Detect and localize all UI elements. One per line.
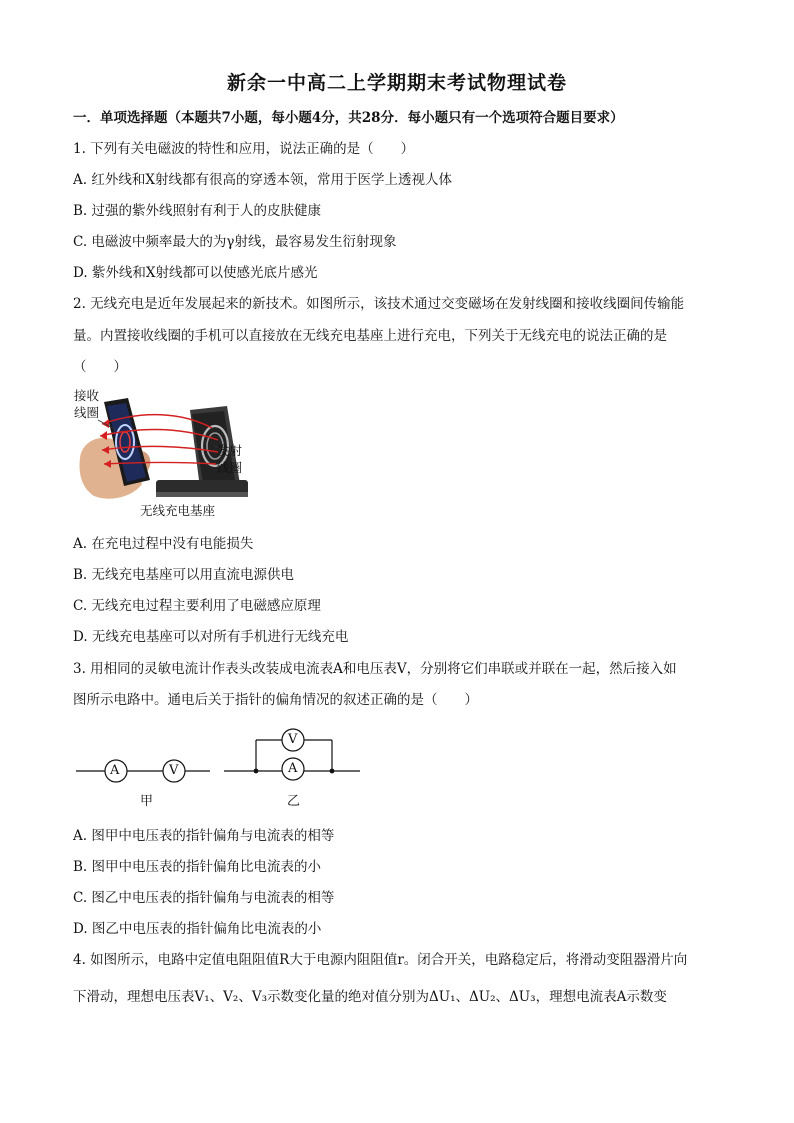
parallel-voltmeter-symbol: V (288, 732, 298, 747)
circuit-caption-jia: 甲 (140, 794, 154, 809)
q1-stem: 1. 下列有关电磁波的特性和应用，说法正确的是（ ） (73, 141, 415, 157)
q1-option-b: B. 过强的紫外线照射有利于人的皮肤健康 (73, 203, 322, 219)
circuit-series (76, 760, 210, 782)
series-ammeter-symbol: A (110, 763, 120, 778)
page-title: 新余一中高二上学期期末考试物理试卷 (226, 72, 567, 94)
q3-option-b: B. 图甲中电压表的指针偏角比电流表的小 (73, 859, 322, 875)
section-heading: 一．单项选择题（本题共7小题，每小题4分，共28分．每小题只有一个选项符合题目要求） (73, 110, 624, 126)
q3-stem-line-2: 图所示电路中。通电后关于指针的偏角情况的叙述正确的是（ ） (73, 692, 478, 708)
transmit-coil-label-1: 发射 (217, 443, 243, 458)
q2-option-c: C. 无线充电过程主要利用了电磁感应原理 (73, 598, 321, 614)
parallel-ammeter-symbol: A (288, 761, 298, 776)
q2-stem-line-3: （ ） (73, 359, 127, 375)
q4-stem-line-1: 4. 如图所示，电路中定值电阻阻值R大于电源内阻阻值r。闭合开关，电路稳定后，将滑动变阻器滑片向 (73, 952, 688, 968)
q3-option-a: A. 图甲中电压表的指针偏角与电流表的相等 (73, 828, 335, 844)
q2-option-d: D. 无线充电基座可以对所有手机进行无线充电 (73, 629, 349, 645)
q3-option-c: C. 图乙中电压表的指针偏角与电流表的相等 (73, 890, 335, 906)
q1-option-d: D. 紫外线和X射线都可以使感光底片感光 (73, 265, 318, 281)
q4-stem-line-2: 下滑动，理想电压表V₁、V₂、V₃示数变化量的绝对值分别为ΔU₁、ΔU₂、ΔU₃，理想电流表A示数变 (73, 989, 667, 1005)
q1-option-a: A. 红外线和X射线都有很高的穿透本领，常用于医学上透视人体 (73, 172, 452, 188)
circuit-caption-yi: 乙 (287, 794, 301, 809)
q2-option-a: A. 在充电过程中没有电能损失 (73, 536, 254, 552)
receive-coil-label-2: 线圈 (74, 405, 100, 420)
q2-stem-line-2: 量。内置接收线圈的手机可以直接放在无线充电基座上进行充电，下列关于无线充电的说法正确的是 (73, 328, 667, 344)
q2-stem-line-1: 2. 无线充电是近年发展起来的新技术。如图所示，该技术通过交变磁场在发射线圈和接收线圈间传输能 (73, 296, 685, 312)
q3-stem-line-1: 3. 用相同的灵敏电流计作表头改装成电流表A和电压表V，分别将它们串联或并联在一起，然后接入如 (73, 661, 677, 677)
figure-caption-charger: 无线充电基座 (140, 503, 216, 518)
q2-option-b: B. 无线充电基座可以用直流电源供电 (73, 567, 295, 583)
receive-coil-label-1: 接收 (74, 388, 100, 403)
q1-option-c: C. 电磁波中频率最大的为γ射线，最容易发生衍射现象 (73, 234, 397, 250)
transmit-coil-label-2: 线圈 (217, 460, 243, 475)
series-voltmeter-symbol: V (169, 763, 179, 778)
q3-option-d: D. 图乙中电压表的指针偏角比电流表的小 (73, 921, 322, 937)
